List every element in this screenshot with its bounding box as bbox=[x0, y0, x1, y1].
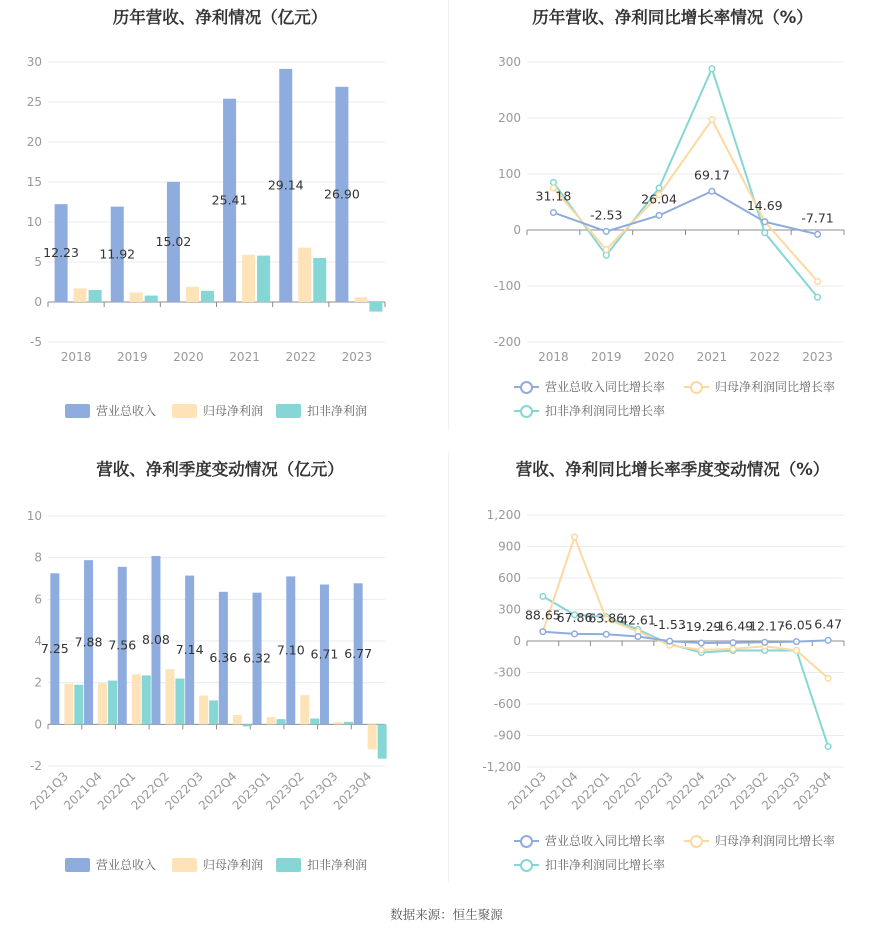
x-tick-label: 2023Q3 bbox=[758, 769, 803, 813]
data-label: 67.86 bbox=[556, 609, 593, 625]
bar bbox=[201, 291, 214, 302]
y-tick-label: 8 bbox=[34, 550, 42, 565]
bar bbox=[209, 700, 218, 724]
legend-swatch bbox=[276, 404, 301, 418]
bar bbox=[378, 724, 387, 758]
y-tick-label: -1,200 bbox=[482, 760, 521, 774]
data-label: 6.77 bbox=[344, 645, 373, 661]
x-tick-label: 2021Q3 bbox=[27, 769, 71, 813]
data-point bbox=[709, 66, 715, 72]
x-tick-label: 2023 bbox=[802, 350, 833, 364]
data-label: 42.61 bbox=[620, 612, 656, 628]
bar bbox=[344, 722, 353, 725]
bar bbox=[142, 675, 151, 724]
data-label: 14.69 bbox=[746, 197, 783, 213]
quarterly-revenue-profit-plot bbox=[0, 452, 440, 892]
data-label: -12.17 bbox=[744, 618, 785, 634]
legend-label: 营业总收入同比增长率 bbox=[545, 380, 666, 394]
x-tick-label: 2018 bbox=[538, 350, 569, 364]
x-tick-label: 2021Q4 bbox=[537, 769, 581, 813]
y-tick-label: -200 bbox=[493, 335, 521, 349]
bar bbox=[199, 696, 208, 725]
data-point bbox=[667, 638, 673, 644]
legend-item-revenue-growth[interactable] bbox=[514, 378, 665, 395]
data-label: 7.14 bbox=[175, 641, 204, 657]
legend-label: 扣非净利润 bbox=[307, 404, 368, 418]
data-point bbox=[635, 634, 641, 640]
data-point bbox=[825, 675, 831, 681]
data-label: 12.23 bbox=[43, 245, 79, 261]
data-point bbox=[825, 638, 831, 644]
quarterly-growth-rate-chart bbox=[452, 452, 893, 892]
x-tick-label: 2023Q1 bbox=[695, 769, 740, 813]
bar bbox=[186, 287, 199, 302]
data-point bbox=[762, 230, 768, 236]
data-label: -6.05 bbox=[780, 617, 813, 633]
bar bbox=[310, 719, 319, 725]
bar bbox=[165, 669, 174, 724]
legend-item-parent-growth[interactable] bbox=[684, 378, 835, 395]
bar bbox=[257, 256, 270, 302]
legend-label: 扣非净利润 bbox=[307, 858, 368, 872]
y-tick-label: -600 bbox=[493, 697, 521, 711]
x-tick-label: 2019 bbox=[590, 350, 622, 364]
data-label: 6.32 bbox=[243, 650, 271, 666]
data-label: -16.49 bbox=[712, 618, 754, 634]
x-tick-label: 2022Q3 bbox=[632, 769, 676, 813]
legend-marker bbox=[514, 858, 539, 872]
quarterly-growth-rate-plot bbox=[452, 452, 893, 892]
y-tick-label: 300 bbox=[498, 55, 521, 69]
data-label: 26.90 bbox=[324, 186, 360, 202]
x-tick-label: 2022Q2 bbox=[128, 769, 173, 813]
y-tick-label: 25 bbox=[26, 95, 42, 109]
annual-revenue-profit-chart bbox=[0, 0, 440, 430]
data-point bbox=[699, 640, 705, 646]
legend-item-revenue[interactable] bbox=[65, 856, 156, 873]
legend-item-revenue-growth[interactable] bbox=[514, 832, 665, 849]
data-label: 31.18 bbox=[535, 188, 572, 204]
y-tick-label: 5 bbox=[34, 255, 42, 269]
y-tick-label: -900 bbox=[493, 728, 521, 743]
y-tick-label: 6 bbox=[34, 592, 42, 607]
x-tick-label: 2022Q2 bbox=[600, 769, 645, 813]
data-point bbox=[730, 646, 736, 652]
data-point bbox=[656, 213, 662, 219]
legend-item-revenue[interactable] bbox=[65, 402, 156, 419]
bar bbox=[74, 288, 87, 302]
legend-swatch bbox=[65, 404, 90, 418]
x-tick-label: 2023Q4 bbox=[790, 769, 835, 813]
legend-label: 营业总收入 bbox=[96, 404, 157, 418]
bar bbox=[175, 679, 184, 725]
data-point bbox=[699, 647, 705, 653]
data-point bbox=[794, 648, 800, 654]
bar bbox=[243, 724, 252, 726]
data-point bbox=[815, 279, 821, 285]
vertical-divider bbox=[448, 452, 449, 882]
y-tick-label: 20 bbox=[26, 135, 42, 149]
annual-revenue-profit-plot bbox=[0, 0, 440, 430]
legend-marker bbox=[684, 380, 709, 394]
data-label: -2.53 bbox=[590, 207, 623, 223]
legend-marker bbox=[514, 834, 539, 848]
data-label: -7.71 bbox=[801, 210, 834, 226]
data-label: 7.56 bbox=[108, 637, 137, 653]
legend-item-parent-profit[interactable] bbox=[172, 856, 263, 873]
data-point bbox=[730, 640, 736, 646]
chart-title: 营收、净利同比增长率季度变动情况（%） bbox=[515, 460, 830, 479]
data-point bbox=[762, 219, 768, 225]
data-point bbox=[603, 631, 609, 637]
bar bbox=[132, 674, 141, 724]
bar bbox=[64, 684, 73, 725]
annual-growth-rate-chart bbox=[452, 0, 893, 430]
annual-growth-rate-plot bbox=[452, 0, 893, 430]
x-tick-label: 2020 bbox=[643, 350, 675, 364]
series-line bbox=[553, 69, 817, 297]
data-point bbox=[540, 629, 546, 635]
bar bbox=[313, 258, 326, 302]
y-tick-label: 30 bbox=[26, 55, 42, 69]
chart-title: 历年营收、净利情况（亿元） bbox=[112, 8, 328, 27]
legend-label: 归母净利润同比增长率 bbox=[715, 380, 836, 394]
legend-item-deducted-growth[interactable] bbox=[514, 402, 665, 419]
x-tick-label: 2019 bbox=[116, 350, 148, 364]
data-label: 63.86 bbox=[588, 610, 625, 626]
legend-item-parent-profit[interactable] bbox=[172, 402, 263, 419]
data-label: 88.65 bbox=[524, 607, 561, 623]
legend-label: 营业总收入 bbox=[96, 858, 157, 872]
legend-item-parent-growth[interactable] bbox=[684, 832, 835, 849]
data-label: 69.17 bbox=[694, 167, 730, 183]
legend-swatch bbox=[276, 858, 301, 872]
data-point bbox=[572, 534, 578, 540]
x-tick-label: 2023Q4 bbox=[330, 769, 375, 813]
y-tick-label: 4 bbox=[34, 634, 42, 648]
x-tick-label: 2023Q3 bbox=[296, 769, 341, 813]
bar bbox=[368, 724, 377, 749]
x-tick-label: 2021Q3 bbox=[505, 769, 549, 813]
data-point bbox=[656, 185, 662, 191]
data-point bbox=[815, 232, 821, 238]
data-label: 29.14 bbox=[267, 177, 304, 193]
chart-title: 营收、净利季度变动情况（亿元） bbox=[96, 460, 344, 479]
bar bbox=[267, 717, 276, 724]
legend-swatch bbox=[172, 858, 197, 872]
data-point bbox=[709, 188, 715, 194]
bar bbox=[277, 719, 286, 724]
bar bbox=[242, 255, 255, 302]
x-tick-label: 2022Q1 bbox=[568, 769, 613, 813]
y-tick-label: 0 bbox=[34, 717, 42, 732]
legend-marker bbox=[684, 834, 709, 848]
data-source-footer: 数据来源：恒生聚源 bbox=[390, 907, 503, 922]
legend-label: 归母净利润 bbox=[203, 404, 264, 418]
bar bbox=[369, 302, 382, 312]
x-tick-label: 2023 bbox=[341, 350, 373, 364]
chart-title: 历年营收、净利同比增长率情况（%） bbox=[532, 8, 813, 27]
x-tick-label: 2021Q4 bbox=[61, 769, 105, 813]
y-tick-label: -2 bbox=[30, 759, 42, 773]
vertical-divider bbox=[448, 0, 449, 430]
legend-item-deducted-profit[interactable] bbox=[276, 402, 367, 419]
x-tick-label: 2018 bbox=[60, 350, 92, 364]
data-point bbox=[603, 229, 609, 235]
x-tick-label: 2022Q3 bbox=[162, 769, 206, 813]
y-tick-label: 300 bbox=[498, 602, 521, 617]
data-label: 25.41 bbox=[211, 192, 248, 208]
data-point bbox=[540, 594, 546, 600]
data-label: -19.29 bbox=[681, 619, 722, 635]
data-point bbox=[551, 210, 557, 216]
data-point bbox=[551, 180, 557, 186]
x-tick-label: 2021 bbox=[696, 350, 728, 364]
y-tick-label: 15 bbox=[26, 175, 42, 189]
data-label: 7.25 bbox=[40, 640, 69, 656]
y-tick-label: 0 bbox=[34, 295, 42, 309]
legend-swatch bbox=[65, 858, 90, 872]
y-tick-label: -100 bbox=[493, 279, 521, 293]
legend-item-deducted-profit[interactable] bbox=[276, 856, 367, 873]
data-point bbox=[815, 294, 821, 300]
data-point bbox=[709, 117, 715, 123]
data-point bbox=[603, 252, 609, 258]
data-label: 6.47 bbox=[814, 616, 843, 632]
y-tick-label: 200 bbox=[498, 111, 521, 125]
y-tick-label: -300 bbox=[493, 665, 521, 680]
bar bbox=[145, 296, 158, 302]
data-point bbox=[794, 639, 800, 645]
data-point bbox=[572, 631, 578, 637]
legend-label: 营业总收入同比增长率 bbox=[545, 834, 666, 848]
y-tick-label: 10 bbox=[26, 509, 42, 523]
data-point bbox=[825, 744, 831, 750]
x-tick-label: 2021 bbox=[229, 350, 260, 364]
y-tick-label: 2 bbox=[34, 675, 42, 690]
x-tick-label: 2022Q4 bbox=[195, 769, 240, 813]
y-tick-label: 10 bbox=[26, 215, 42, 229]
legend-label: 扣非净利润同比增长率 bbox=[545, 858, 666, 872]
bar bbox=[98, 683, 107, 724]
legend-marker bbox=[514, 404, 539, 418]
bar bbox=[108, 681, 117, 725]
y-tick-label: 0 bbox=[513, 223, 521, 237]
bar bbox=[233, 715, 242, 724]
legend-item-deducted-growth[interactable] bbox=[514, 856, 665, 873]
quarterly-revenue-profit-chart bbox=[0, 452, 440, 892]
y-tick-label: -5 bbox=[30, 335, 42, 349]
data-point bbox=[762, 639, 768, 645]
bar bbox=[130, 292, 143, 302]
legend-swatch bbox=[172, 404, 197, 418]
x-tick-label: 2023Q2 bbox=[727, 769, 771, 813]
data-label: 26.04 bbox=[641, 191, 677, 207]
bar bbox=[298, 248, 311, 302]
y-tick-label: 900 bbox=[498, 539, 521, 554]
legend-label: 扣非净利润同比增长率 bbox=[545, 404, 666, 418]
series-line bbox=[543, 537, 828, 678]
bar bbox=[74, 685, 83, 725]
data-label: 15.02 bbox=[155, 233, 192, 249]
data-point bbox=[603, 247, 609, 253]
bar bbox=[300, 695, 309, 724]
x-tick-label: 2023Q1 bbox=[229, 769, 274, 813]
data-label: 8.08 bbox=[142, 632, 170, 648]
legend-label: 归母净利润 bbox=[203, 858, 264, 872]
y-tick-label: 1,200 bbox=[486, 508, 521, 522]
data-label: 7.88 bbox=[74, 634, 103, 650]
x-tick-label: 2020 bbox=[173, 350, 204, 364]
bar bbox=[354, 297, 367, 302]
y-tick-label: 0 bbox=[513, 634, 521, 648]
bar bbox=[334, 722, 343, 724]
data-label: 6.71 bbox=[310, 646, 339, 662]
y-tick-label: 600 bbox=[498, 571, 521, 585]
x-tick-label: 2022 bbox=[285, 350, 317, 364]
y-tick-label: 100 bbox=[498, 167, 521, 181]
x-tick-label: 2022 bbox=[749, 350, 781, 364]
data-label: -1.53 bbox=[653, 617, 686, 633]
legend-marker bbox=[514, 380, 539, 394]
data-label: 6.36 bbox=[209, 650, 238, 666]
bar bbox=[89, 290, 102, 302]
x-tick-label: 2022Q4 bbox=[663, 769, 708, 813]
legend-label: 归母净利润同比增长率 bbox=[715, 834, 836, 848]
x-tick-label: 2022Q1 bbox=[94, 769, 139, 813]
data-label: 11.92 bbox=[99, 246, 136, 262]
data-label: 7.10 bbox=[276, 642, 305, 658]
x-tick-label: 2023Q2 bbox=[263, 769, 307, 813]
